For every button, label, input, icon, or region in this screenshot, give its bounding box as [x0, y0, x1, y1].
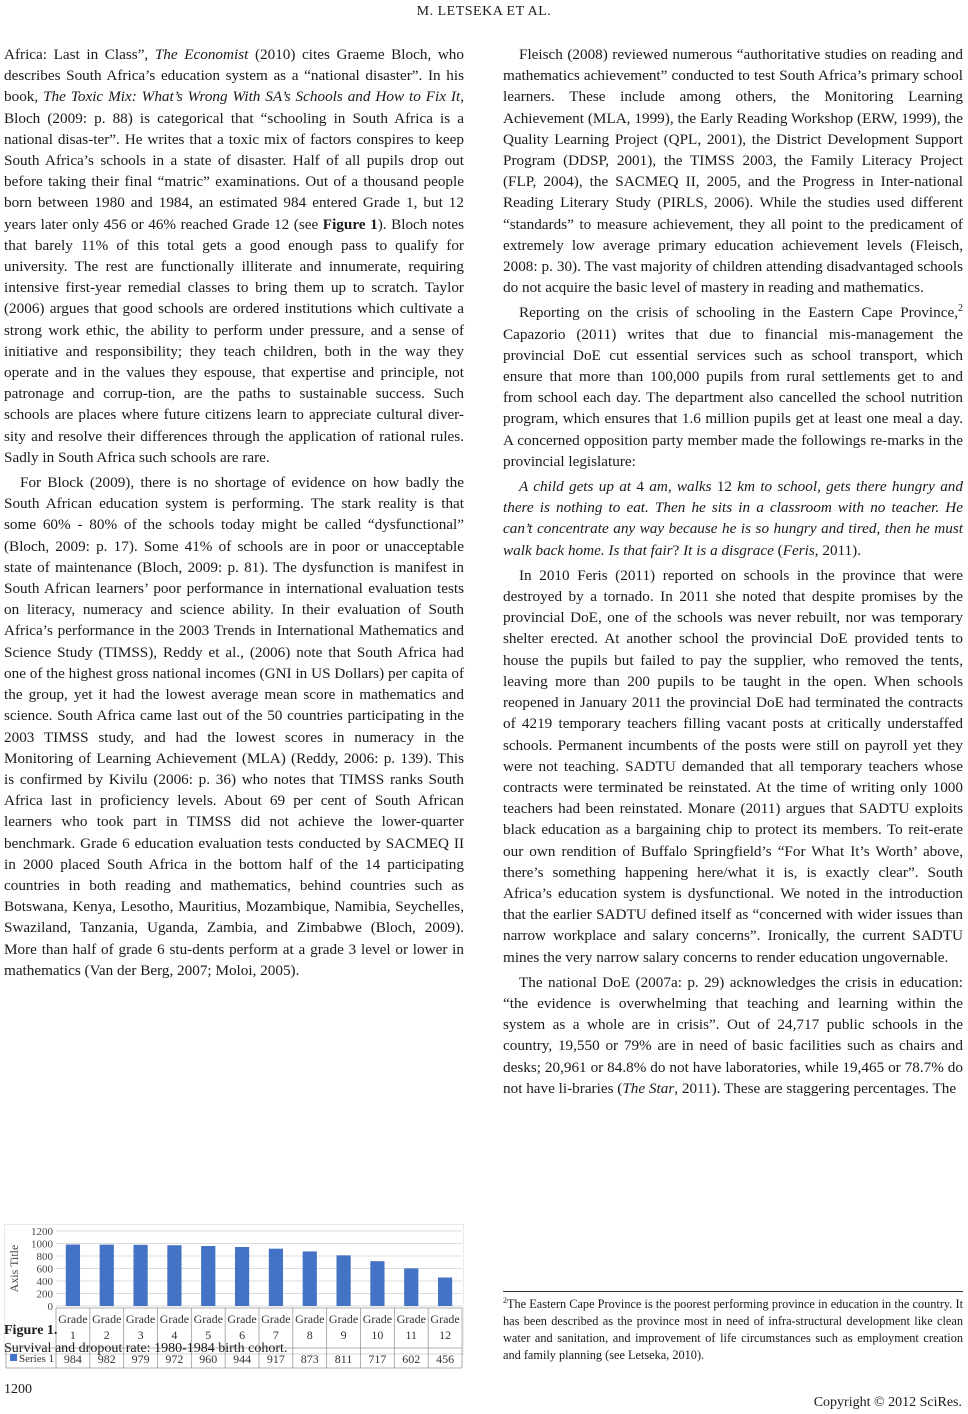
y-tick-label: 1200: [31, 1226, 53, 1238]
x-tick-label: Grade: [362, 1312, 393, 1326]
x-tick-label: 6: [239, 1328, 246, 1342]
x-tick-label: 12: [439, 1328, 452, 1342]
y-tick-label: 200: [36, 1288, 53, 1301]
x-tick-label: Grade: [227, 1312, 257, 1326]
data-label: 982: [97, 1352, 116, 1366]
y-tick-label: 400: [36, 1276, 53, 1288]
running-header: M. LETSEKA ET AL.: [416, 4, 552, 19]
bar: [100, 1245, 114, 1306]
bar: [133, 1245, 147, 1306]
x-tick-label: Grade: [396, 1312, 426, 1326]
y-tick-label: 800: [36, 1251, 53, 1263]
x-tick-label: Grade: [58, 1312, 88, 1326]
data-label: 984: [63, 1352, 82, 1366]
y-tick-label: 0: [47, 1301, 53, 1313]
y-tick-label: 600: [36, 1263, 53, 1276]
page-number: 1200: [4, 1382, 32, 1397]
left-paragraph-1: Africa: Last in Class”, The Economist (2010) cites Graeme Bloch, who describes South Africa’s education system as a “national disaster”. In his book, The Toxic Mix: What’s Wrong With SA’s Schools and How to Fix It, Bloch (2009: p. 88) is categorical that “schooling in South Africa is a national disas-ter”. He writes that a toxic mix of factors conspires to keep South Africa’s schools in a state of disaster. Half of all pupils drop out before taking their final “matric” examinations. Out of a thousand people born between 1980 and 1984, an estimated 984 entered Grade 1, but 12 years later only 456 or 46% reached Grade 12 (see Figure 1). Bloch notes that barely 11% of this total gets a good enough pass to qualify for university. The rest are functionally illiterate and innumerate, requiring intensive first-year remedial classes to bring them up to scratch. Taylor (2006) argues that good schools are ordered institutions which cultivate a strong work ethic, the ability to perform under pressure, and a sense of initiative and responsibility; they teach children, both in the way they operate and in the values they espouse, that expertise and principle, not patronage and corrup-tion, are the paths to sustainable success. Such schools are places where future citizens learn to appreciate cultural diver-sity and resolve their differences through the application of rational rules. Sadly in South Africa such schools are rare.: [4, 46, 465, 466]
footnote-marker[interactable]: 2: [958, 303, 963, 315]
data-label: 873: [300, 1352, 319, 1366]
x-tick-label: 11: [405, 1328, 418, 1342]
data-label: 979: [131, 1352, 150, 1366]
copyright-notice: Copyright © 2012 SciRes.: [813, 1395, 962, 1410]
data-label: 944: [233, 1352, 252, 1366]
x-tick-label: 10: [371, 1328, 384, 1342]
x-tick-label: 7: [272, 1328, 279, 1342]
data-label: 456: [436, 1352, 455, 1366]
figure-label: Figure 1.: [4, 1323, 58, 1338]
left-column: [4, 44, 464, 981]
right-paragraph-1: Fleisch (2008) reviewed numerous “authoritative studies on reading and mathematics achievement” conducted to test South Africa’s primary school learners. These include among others, the Monitoring Learning Achievement (MLA, 1999), the Early Reading Workshop (ERW, 1999), the Quality Learning Project (QPL, 2001), the District Development Support Program (DDSP, 2001), the TIMSS 2003, the Family Literacy Project (FLP, 2004), the SACMEQ II, 2005, and the Progress in Inter-national Reading Literary Study (PIRLS, 2006). While the studies used different “standards” to measure achievement, they all point to the predicament of extremely low average primary education achievement levels (Fleisch, 2008: p. 30). The vast majority of children attending disadvantaged schools do not acquire the basic level of mastery in reading and mathematics.: [503, 46, 963, 297]
x-tick-label: 5: [205, 1328, 212, 1342]
right-paragraph-2: Reporting on the crisis of schooling in the Eastern Cape Province,$^2$ Capazorio (2011) writes that due to financial mis-management the provincial DoE cut essential services such as school transport, which ensure that more than 100,000 pupils from rural settlements get to and from school each day. The department also cancelled the school nutrition program, which ensures that 1.6 million pupils get at least one meal a day. A concerned opposition party member made the followings re-marks in the provincial legislature:: [503, 303, 963, 470]
y-axis-title: Axis Title: [7, 1244, 21, 1293]
bar: [269, 1249, 283, 1306]
figure-1-reference[interactable]: Figure 1: [322, 215, 378, 233]
data-label: 972: [165, 1352, 184, 1366]
x-tick-label: 1: [69, 1328, 76, 1342]
bar: [167, 1245, 181, 1306]
bar: [303, 1251, 317, 1306]
x-tick-label: Grade: [125, 1312, 156, 1326]
footnote-number: 2: [503, 1295, 507, 1305]
x-tick-label: Grade: [159, 1312, 190, 1326]
bar: [66, 1245, 80, 1307]
figure-1-chart: [4, 1224, 464, 1394]
footnote-divider: [503, 1291, 963, 1292]
x-tick-label: 8: [306, 1328, 313, 1342]
x-tick-label: Grade: [328, 1312, 359, 1326]
bar: [404, 1268, 418, 1306]
footnote: $^2$The Eastern Cape Province is the poorest performing province in education in the country. It has been described as the province most in need of infra-structural development like clean water and sanitation, and improvement of life circumstances such as employment creation and family planning (see Letseka, 2010).: [503, 1295, 963, 1362]
bar: [370, 1261, 384, 1306]
bar: [235, 1247, 249, 1306]
right-paragraph-3: In 2010 Feris (2011) reported on schools in the province that were destroyed by a tornado. In 2011 she noted that despite promises by the provincial DoE, one of the schools was never rebuilt, nor was temporary shelter erected. At another school the provincial DoE provided tents to house the pupils but failed to pay the supplier, who removed the tents, leaving more than 200 pupils to be taught in the open. When schools reopened in January 2011 the provincial DoE had terminated the contracts of 4219 temporary teachers filling vacant posts at critically understaffed schools. Permanent incumbents of the posts were still on payroll yet they were not teaching. SADTU demanded that all temporary teachers whose contracts were terminated be reinstated. At the time of writing only 1000 teachers had been reinstated. Monare (2011) argues that SADTU exploits black education as a bargaining chip to protect its members. To reit-erate our own rendition of Buffalo Springfield’s “For What It’s Worth’ above, there’s something happening here/what it is, is exactly clear”. South Africa’s education system is dysfunctional. We noted in the introduction that the earlier SADTU defined itself as “concerned with wider issues than narrow workplace and salary concerns”. Ironically, the current SADTU mines the very narrow salary concerns to render education ungovernable.: [503, 566, 963, 966]
x-tick-label: 4: [171, 1328, 178, 1342]
x-tick-label: Grade: [430, 1312, 460, 1326]
bar: [201, 1246, 215, 1306]
x-tick-label: Grade: [295, 1312, 325, 1326]
bar: [438, 1278, 452, 1307]
x-tick-label: Grade: [92, 1312, 122, 1326]
x-tick-label: Grade: [261, 1312, 291, 1326]
right-paragraph-4: The national DoE (2007a: p. 29) acknowledges the crisis in education: “the evidence is overwhelming that teaching and learning within the system as a whole are in crisis”. Out of 24,717 public schools in the country, 19,550 or 79% are in need of basic facilities such as chairs and desks; 20,961 or 84.8% do not have laboratories, while 19,465 or 78.7% do not have li-braries (The Star, 2011). These are staggering percentages. The: [503, 973, 963, 1097]
figure-caption: Survival and dropout rate: 1980-1984 birth cohort.: [4, 1341, 288, 1356]
x-tick-label: 9: [340, 1328, 347, 1342]
y-tick-label: 1000: [31, 1238, 53, 1251]
right-column: [503, 44, 963, 1099]
data-label: 960: [199, 1352, 218, 1366]
bar: [336, 1255, 350, 1306]
x-tick-label: 3: [137, 1328, 144, 1342]
data-label: 917: [266, 1352, 285, 1366]
data-label: 811: [334, 1352, 353, 1366]
block-quote: A child gets up at 4 am, walks 12 km to school, gets there hungry and there is nothing to eat. Then he sits in a classroom with no teacher. He can’t concentrate any way because he is so hungry and tired, then he must walk back home. Is that fair? It is a disgrace (Feris, 2011).: [503, 478, 963, 559]
x-tick-label: 2: [103, 1328, 110, 1342]
left-paragraph-2: For Block (2009), there is no shortage of evidence on how badly the South African education system is performing. The stark reality is that some 60% - 80% of the schools today might be called “dysfunctional” (Bloch, 2009: p. 17). Some 41% of schools are in poor or unacceptable state of maintenance (Bloch, 2009: p. 81). The dysfunction is manifest in South African learners’ poor performance in international evaluation tests on literacy, numeracy and science ability. In their evaluation of South Africa’s performance in the 2003 Trends in International Mathematics and Science Study (TIMSS), Reddy et al., (2006) note that South Africa had one of the highest gross national incomes (GNI in US Dollars) per capita of the group, yet it had the lowest average mean score in mathematics and science. South Africa came last out of the 50 countries participating in the 2003 TIMSS study, and had the lowest scores in numeracy in the Monitoring of Learning Achievement (MLA) (Reddy, 2006: p. 139). This is confirmed by Kivilu (2006: p. 36) who notes that TIMSS ranks South Africa last in proficiency levels. About 69 per cent of South African learners who took part in TIMSS did not achieve the lower-quarter benchmark. Grade 6 education evaluation tests conducted by SACMEQ II in 2000 placed South Africa in the bottom half of the 14 participating countries in both reading and mathematics, behind countries such as Botswana, Kenya, Lesotho, Mauritius, Mozambique, Namibia, Seychelles, Swaziland, Tanzania, Uganda, Zambia, and Zimbabwe (Bloch, 2009). More than half of grade 6 stu-dents perform at a grade 3 level or lower in mathematics (Van der Berg, 2007; Moloi, 2005).: [4, 474, 464, 979]
data-label: 602: [402, 1352, 421, 1366]
bar-chart: [4, 1224, 464, 1394]
x-tick-label: Grade: [193, 1312, 223, 1326]
legend-label: Series 1: [19, 1353, 55, 1365]
data-label: 717: [368, 1352, 387, 1366]
